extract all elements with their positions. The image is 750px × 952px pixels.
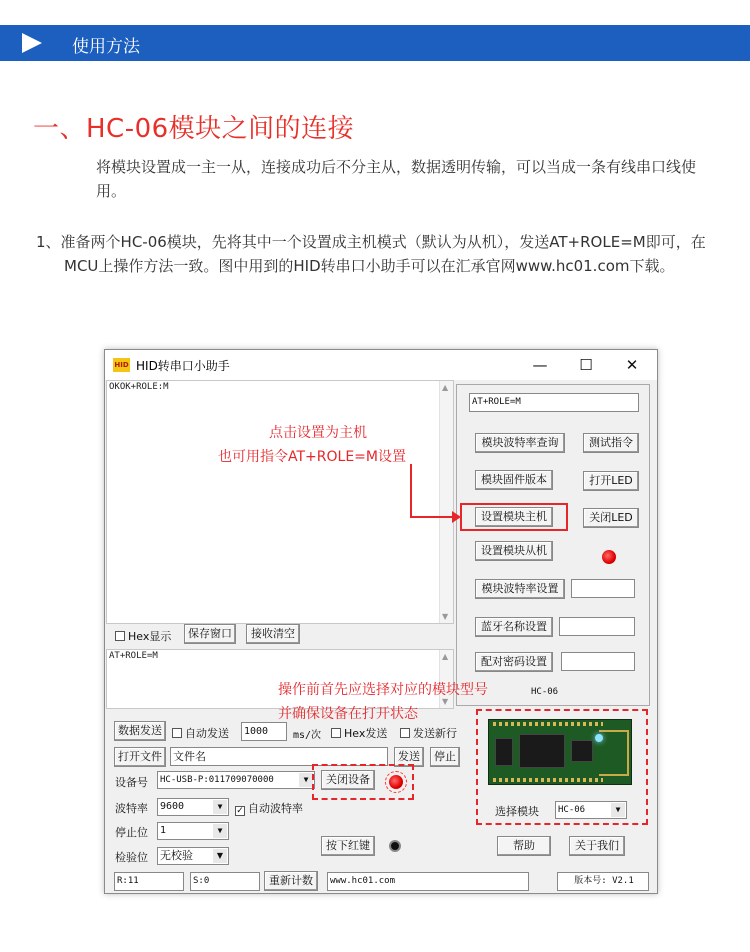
annotation-before-1: 操作前首先应选择对应的模块型号 [278, 682, 488, 698]
at-command-input[interactable]: AT+ROLE=M [469, 393, 639, 412]
minimize-button[interactable]: — [532, 356, 548, 374]
query-baud-button[interactable]: 模块波特率查询 [475, 433, 565, 453]
stopbit-value: 1 [160, 825, 167, 836]
parity-label: 检验位 [115, 851, 148, 864]
name-set-input[interactable] [559, 617, 635, 636]
send-newline-checkbox[interactable] [400, 725, 457, 741]
website-field: www.hc01.com [327, 872, 529, 891]
open-file-button[interactable]: 打开文件 [114, 747, 166, 767]
header-title: 使用方法 [72, 37, 140, 57]
checkbox-box[interactable] [400, 728, 410, 738]
black-dot-icon [389, 840, 401, 852]
status-led [602, 550, 616, 564]
scroll-down-icon[interactable]: ▼ [442, 612, 449, 621]
annotation-click-master-2: 也可用指令AT+ROLE=M设置 [218, 449, 406, 465]
checkbox-box[interactable] [331, 728, 341, 738]
checkbox-box[interactable] [115, 631, 125, 641]
select-module-value: HC-06 [558, 805, 586, 815]
stop-button[interactable]: 停止 [430, 747, 460, 767]
select-module-label: 选择模块 [495, 805, 539, 818]
annotation-arrow-line [410, 464, 412, 518]
version-field: 版本号: V2.1 [557, 872, 649, 891]
parity-select[interactable] [157, 847, 229, 865]
play-icon [22, 33, 42, 53]
close-button[interactable]: ✕ [625, 356, 639, 374]
auto-send-checkbox[interactable] [172, 725, 229, 741]
scroll-down-icon[interactable]: ▼ [442, 697, 449, 706]
file-name-input[interactable]: 文件名 [170, 747, 388, 766]
send-file-button[interactable]: 发送 [394, 747, 424, 767]
baud-value: 9600 [160, 801, 185, 812]
about-button[interactable]: 关于我们 [569, 836, 625, 856]
set-master-button[interactable]: 设置模块主机 [475, 507, 553, 527]
send-text: AT+ROLE=M [109, 651, 158, 661]
device-label: 设备号 [115, 776, 148, 789]
send-data-button[interactable]: 数据发送 [114, 721, 166, 741]
send-newline-label: 发送新行 [413, 727, 457, 740]
pin-set-input[interactable] [561, 652, 635, 671]
command-panel [456, 384, 650, 706]
annotation-click-master-1: 点击设置为主机 [269, 425, 367, 441]
firmware-version-button[interactable]: 模块固件版本 [475, 470, 553, 490]
hex-send-checkbox[interactable] [331, 725, 387, 741]
highlight-set-master [460, 503, 568, 531]
interval-unit: ms/次 [293, 730, 322, 741]
chevron-down-icon[interactable]: ▼ [213, 824, 227, 838]
chevron-down-icon[interactable]: ▼ [213, 800, 227, 814]
hex-display-label: Hex显示 [128, 630, 172, 643]
hex-display-checkbox[interactable] [115, 628, 171, 644]
recount-button[interactable]: 重新计数 [264, 871, 318, 891]
save-window-button[interactable]: 保存窗口 [184, 624, 236, 644]
annotation-arrow-line [410, 516, 454, 518]
checkbox-box[interactable] [172, 728, 182, 738]
set-pin-button[interactable]: 配对密码设置 [475, 652, 553, 672]
step-1-text: 1、准备两个HC-06模块，先将其中一个设置成主机模式（默认为从机），发送AT+ROLE=M即可，在MCU上操作方法一致。图中用到的HID转串口小助手可以在汇承官网www.hc01.com下载。 [36, 233, 706, 275]
close-led-button[interactable]: 关闭LED [583, 508, 639, 528]
window-title: HID转串口小助手 [136, 359, 230, 373]
section-title: 一、HC-06模块之间的连接 [33, 114, 355, 144]
open-led-button[interactable]: 打开LED [583, 471, 639, 491]
set-baud-button[interactable]: 模块波特率设置 [475, 579, 565, 599]
section-intro: 将模块设置成一主一从，连接成功后不分主从，数据透明传输，可以当成一条有线串口线使用。 [96, 158, 697, 200]
parity-value: 无校验 [160, 849, 193, 862]
stopbit-label: 停止位 [115, 826, 148, 839]
test-command-button[interactable]: 测试指令 [583, 433, 639, 453]
chevron-down-icon[interactable]: ▼ [611, 803, 625, 817]
baud-set-input[interactable] [571, 579, 635, 598]
annotation-before-2: 并确保设备在打开状态 [278, 706, 418, 722]
auto-send-label: 自动发送 [185, 727, 229, 740]
set-name-button[interactable]: 蓝牙名称设置 [475, 617, 553, 637]
stopbit-select[interactable] [157, 822, 229, 840]
highlight-device-status [312, 764, 414, 800]
received-count: R:11 [114, 872, 184, 891]
auto-baud-checkbox[interactable] [235, 800, 303, 816]
app-icon: HID [113, 358, 130, 372]
receive-scrollbar[interactable] [439, 381, 453, 623]
maximize-button[interactable]: ☐ [579, 356, 593, 374]
chevron-down-icon[interactable]: ▼ [299, 773, 313, 787]
scroll-up-icon[interactable]: ▲ [442, 652, 449, 661]
help-button[interactable]: 帮助 [497, 836, 551, 856]
section-header-bar [0, 25, 750, 61]
chevron-down-icon[interactable]: ▼ [213, 849, 227, 863]
set-slave-button[interactable]: 设置模块从机 [475, 541, 553, 561]
close-device-button[interactable]: 关闭设备 [321, 770, 375, 790]
baud-label: 波特率 [115, 802, 148, 815]
press-red-key-button[interactable]: 按下红键 [321, 836, 375, 856]
device-value: HC-USB-P:011709070000 [160, 775, 274, 785]
window-titlebar [105, 350, 657, 380]
receive-text: OKOK+ROLE:M [109, 382, 169, 392]
baud-select[interactable] [157, 798, 229, 816]
receive-area[interactable] [106, 380, 454, 624]
clear-receive-button[interactable]: 接收清空 [246, 624, 300, 644]
status-bar [105, 870, 657, 894]
scroll-up-icon[interactable]: ▲ [442, 383, 449, 392]
checkbox-box[interactable]: ✓ [236, 806, 244, 816]
hex-send-label: Hex发送 [344, 727, 388, 740]
sent-count: S:0 [190, 872, 260, 891]
interval-input[interactable]: 1000 [241, 722, 287, 741]
highlight-module-select [476, 709, 648, 825]
device-select[interactable] [157, 771, 315, 789]
auto-baud-label: 自动波特率 [248, 802, 303, 815]
module-model-label: HC-06 [531, 687, 559, 697]
